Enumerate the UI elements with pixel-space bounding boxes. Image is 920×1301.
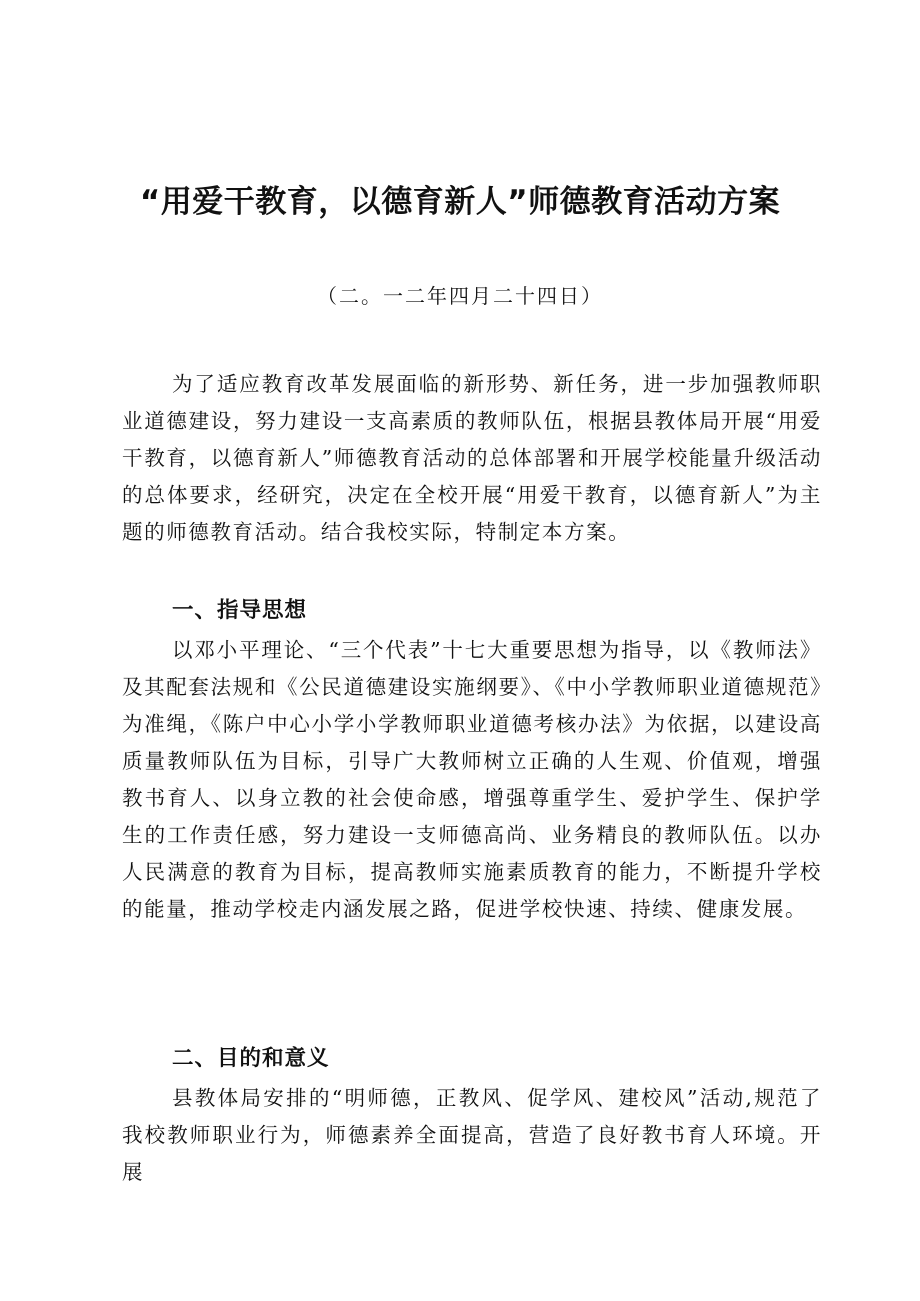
section-body-guiding-ideology: 以邓小平理论、“三个代表”十七大重要思想为指导，以《教师法》及其配套法规和《公民道德建设实施纲要》、《中小学教师职业道德规范》为准绳，《陈户中心小学小学教师职业道德考核办法》为依据，以建设高质量教师队伍为目标，引导广大教师树立正确的人生观、价值观，增强教书育人、以身立教的社会使命感，增强尊重学生、爱护学生、保护学生的工作责任感，努力建设一支师德高尚、业务精良的教师队伍。以办人民满意的教育为目标，提高教师实施素质教育的能力，不断提升学校的能量，推动学校走内涵发展之路，促进学校快速、持续、健康发展。	[122, 638, 822, 921]
section-heading-purpose-significance: 二、目的和意义	[172, 1046, 330, 1071]
document-title: “用爱干教育，以德育新人”师德教育活动方案	[139, 184, 781, 220]
section-body-purpose-significance: 县教体局安排的“明师德，正教风、促学风、建校风”活动,规范了我校教师职业行为，师德素养全面提高，营造了良好教书育人环境。开展	[122, 1086, 822, 1184]
intro-paragraph: 为了适应教育改革发展面临的新形势、新任务，进一步加强教师职业道德建设，努力建设一支高素质的教师队伍，根据县教体局开展“用爱干教育，以德育新人”师德教育活动的总体部署和开展学校能量升级活动的总体要求，经研究，决定在全校开展“用爱干教育，以德育新人”为主题的师德教育活动。结合我校实际，特制定本方案。	[122, 372, 822, 544]
document-date: （二。一二年四月二十四日）	[317, 284, 603, 308]
section-heading-guiding-ideology: 一、指导思想	[172, 598, 308, 623]
